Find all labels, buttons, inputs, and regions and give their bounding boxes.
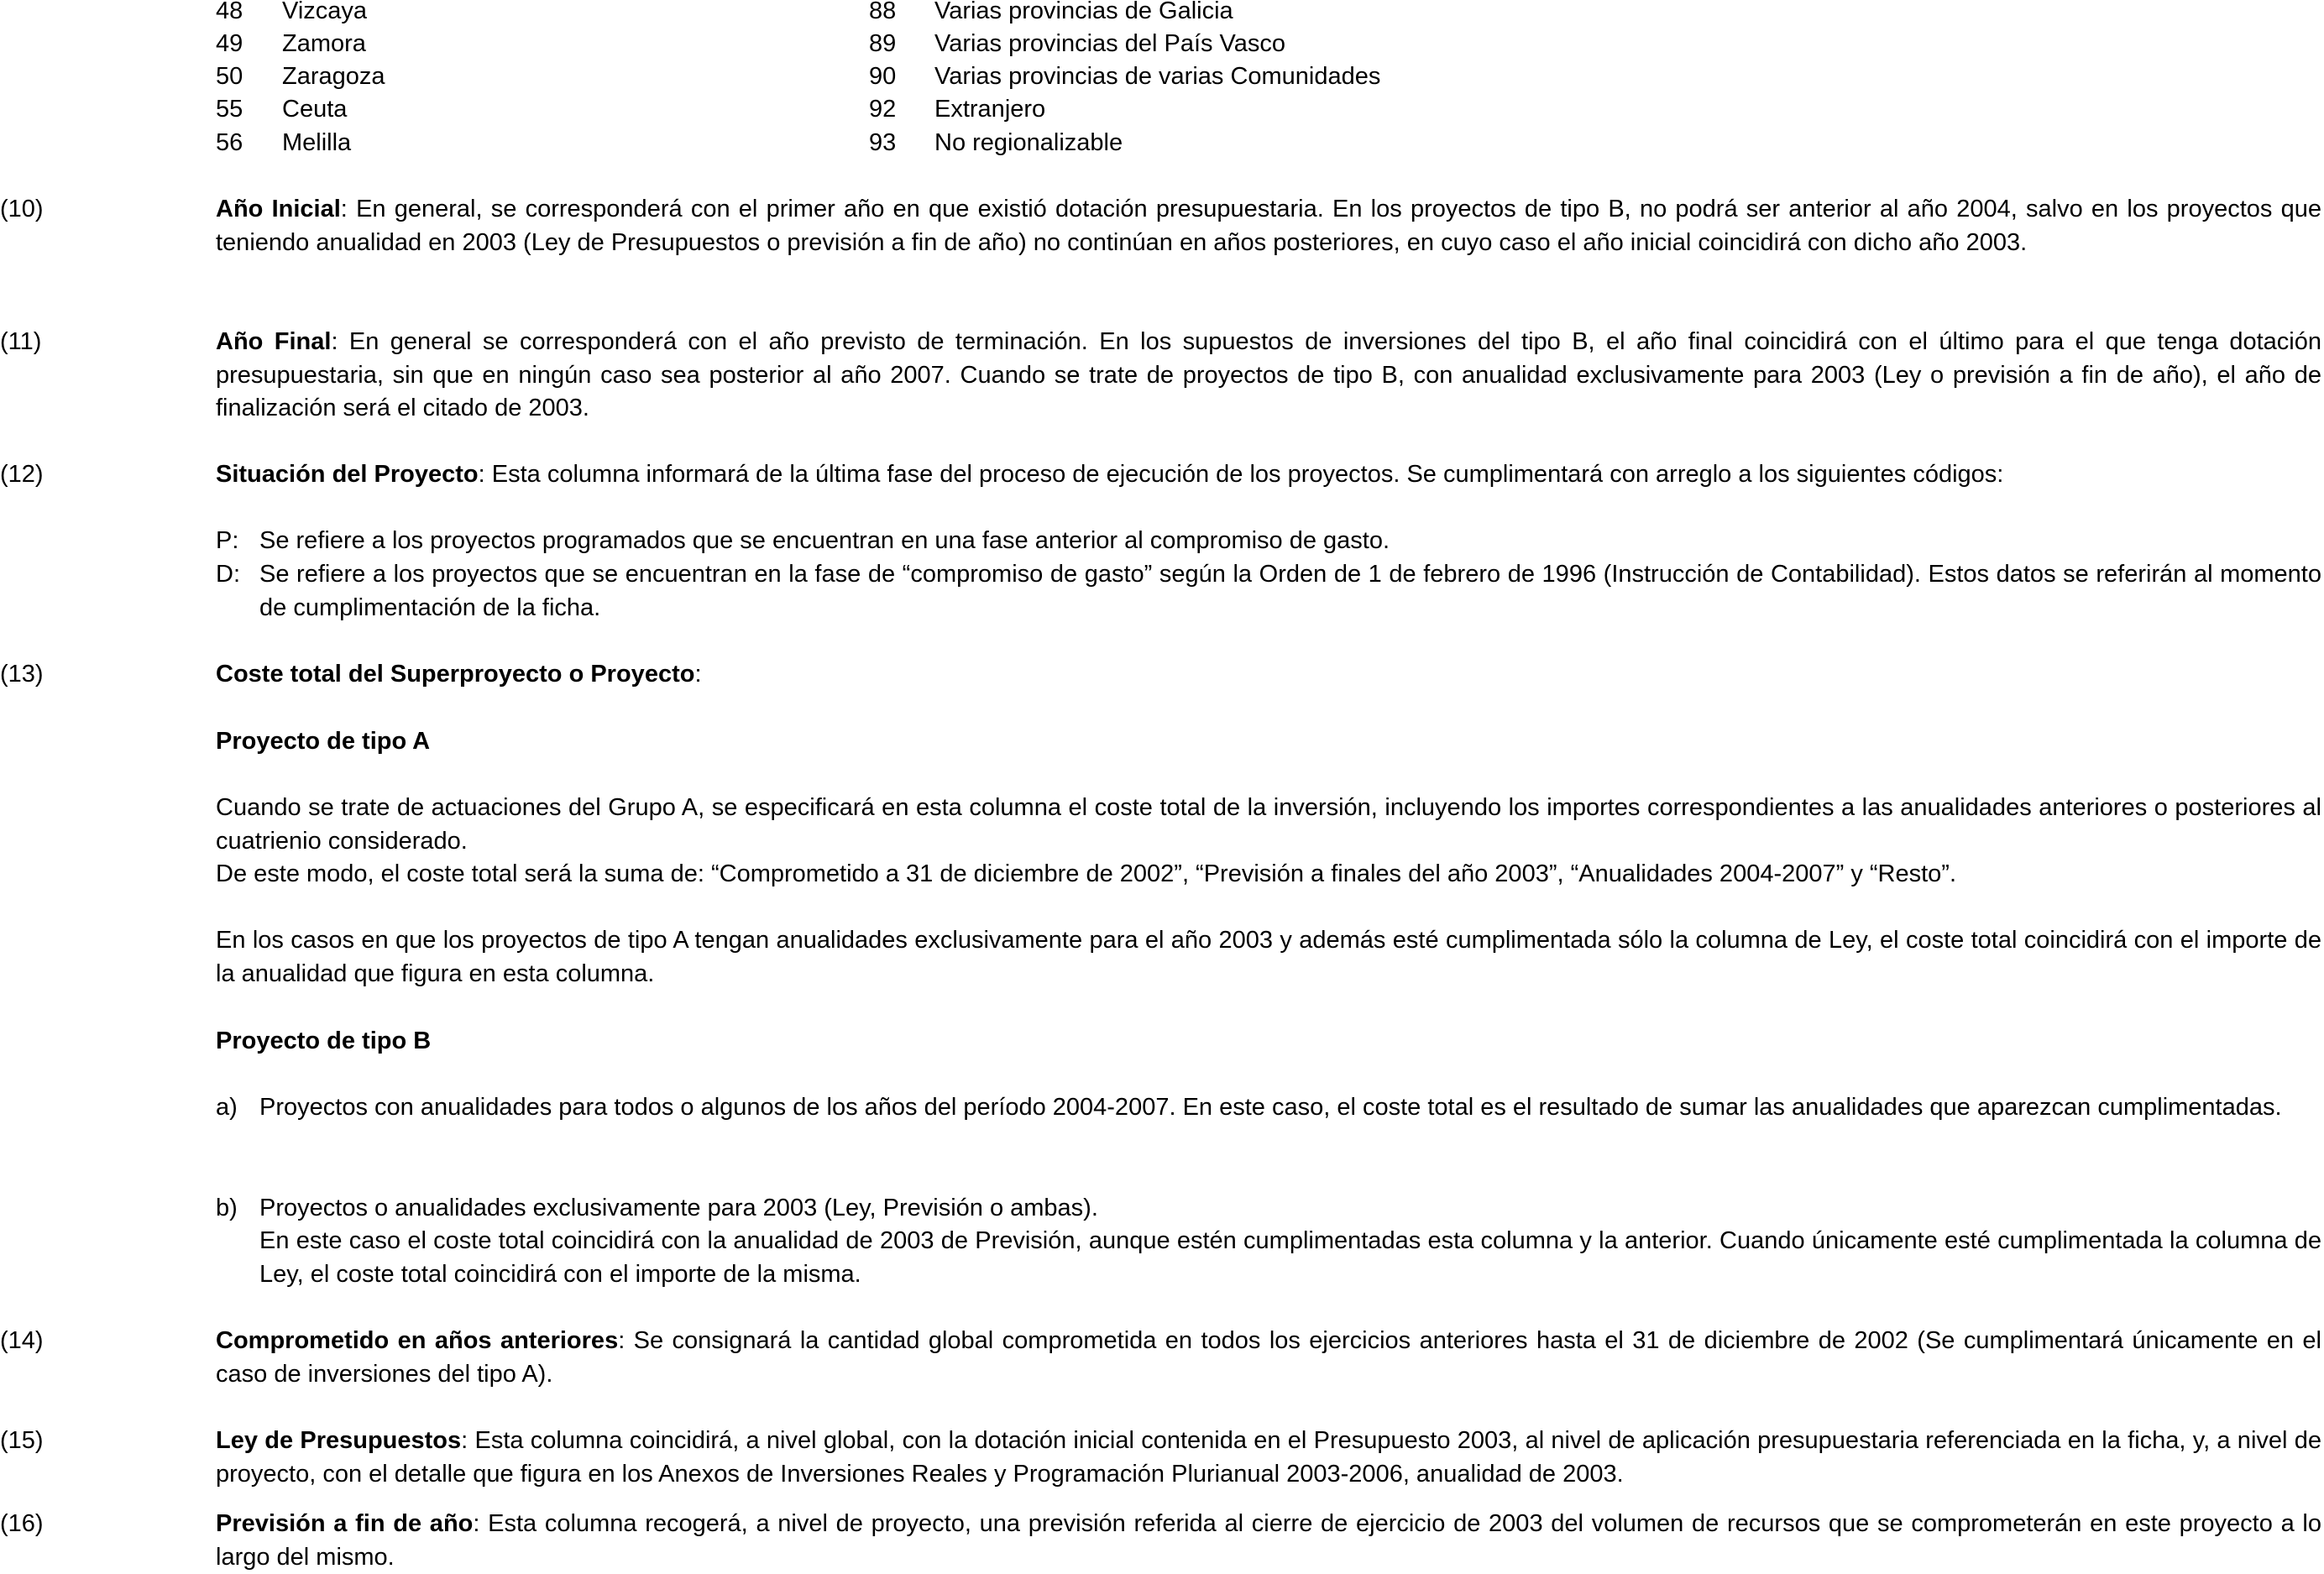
note-text: : Esta columna recogerá, a nivel de proyecto, una previsión referida al cierre de ejercicio de 2003 del volumen de recursos que se comprometerán en este proyecto a lo largo del mismo. [216, 1510, 2321, 1571]
note-paragraph [216, 326, 2321, 426]
code-name: Varias provincias de varias Comunidades [934, 63, 1381, 90]
code-name: Varias provincias de Galicia [934, 0, 1233, 24]
note-marker: (11) [0, 328, 42, 355]
item-label: a) [216, 1094, 238, 1121]
tipo-a-paragraph-2 [216, 858, 2321, 892]
note-marker: (16) [0, 1510, 44, 1537]
note-text: : [694, 661, 702, 688]
code-label: P: [216, 527, 239, 554]
paragraph-text: En los casos en que los proyectos de tipo A tengan anualidades exclusivamente para el año 2003 y además esté cumplimentada sólo la columna de Ley, el coste total coincidirá con el importe de la anualidad que figura en esta columna. [216, 927, 2321, 987]
note-marker: (13) [0, 661, 44, 688]
item-text: Proyectos con anualidades para todos o algunos de los años del período 2004-2007. En este caso, el coste total es el resultado de sumar las anualidades que aparezcan cumplimentadas. [259, 1094, 2282, 1121]
code-name: Melilla [282, 129, 352, 156]
code-row [216, 60, 1475, 94]
note-term: Comprometido en años anteriores [216, 1327, 619, 1354]
code-row [216, 0, 1475, 29]
code-name: Ceuta [282, 96, 348, 123]
note-term: Coste total del Superproyecto o Proyecto [216, 661, 695, 688]
code-description: Se refiere a los proyectos programados que se encuentran en una fase anterior al compromiso de gasto. [259, 527, 1390, 554]
code-number: 93 [869, 129, 897, 156]
code-name: Vizcaya [282, 0, 368, 24]
code-number: 49 [216, 30, 243, 57]
item-label: b) [216, 1195, 238, 1221]
note-paragraph [216, 658, 2321, 692]
note-term: Año Final [216, 328, 332, 355]
code-number: 88 [869, 0, 897, 24]
note-text: : Esta columna informará de la última fase del proceso de ejecución de los proyectos. Se cumplimentará con arreglo a los siguientes códigos: [478, 461, 2004, 488]
note-term: Previsión a fin de año [216, 1510, 474, 1537]
note-paragraph [216, 1508, 2321, 1574]
code-number: 48 [216, 0, 243, 24]
note-text: : Se consignará la cantidad global comprometida en todos los ejercicios anteriores hasta el 31 de diciembre de 2002 (Se cumplimentará únicamente en el caso de inversiones del tipo A). [216, 1327, 2321, 1388]
code-description: Se refiere a los proyectos que se encuentran en la fase de “compromiso de gasto” según la Orden de 1 de febrero de 1996 (Instrucción de Contabilidad). Estos datos se referirán al momento de cumplimentación de la ficha. [259, 561, 2321, 621]
note-marker: (10) [0, 196, 44, 222]
paragraph-text: De este modo, el coste total será la suma de: “Comprometido a 31 de diciembre de 2002”, “Previsión a finales del año 2003”, “Anualidades 2004-2007” y “Resto”. [216, 860, 1957, 887]
item-text: Proyectos o anualidades exclusivamente para 2003 (Ley, Previsión o ambas). [259, 1195, 1098, 1221]
tipo-a-heading: Proyecto de tipo A [216, 728, 431, 755]
code-name: Zamora [282, 30, 366, 57]
note-term: Ley de Presupuestos [216, 1427, 462, 1454]
code-number: 90 [869, 63, 897, 90]
code-name: No regionalizable [934, 129, 1123, 156]
note-marker: (12) [0, 461, 44, 488]
note-paragraph [216, 1425, 2321, 1491]
code-label: D: [216, 561, 240, 588]
code-name: Extranjero [934, 96, 1046, 123]
note-paragraph [216, 458, 2321, 492]
code-row [216, 93, 1475, 127]
note-text: : En general se corresponderá con el año previsto de terminación. En los supuestos de inversiones del tipo B, el año final coincidirá con el último para el que tenga dotación presupuestaria, sin que en ningún caso sea posterior al año 2007. Cuando se trate de proyectos de tipo B, con anualidad exclusivamente para 2003 (Ley o previsión a fin de año), el año de finalización será el citado de 2003. [216, 328, 2321, 421]
note-paragraph [216, 193, 2321, 259]
code-number: 89 [869, 30, 897, 57]
code-number: 56 [216, 129, 243, 156]
code-name: Zaragoza [282, 63, 385, 90]
note-marker: (14) [0, 1327, 44, 1354]
tipo-a-paragraph-3 [216, 924, 2321, 991]
tipo-b-heading: Proyecto de tipo B [216, 1028, 432, 1054]
code-number: 92 [869, 96, 897, 123]
tipo-a-paragraph-1 [216, 792, 2321, 858]
note-marker: (15) [0, 1427, 44, 1454]
note-term: Año Inicial [216, 196, 341, 222]
item-text: En este caso el coste total coincidirá con la anualidad de 2003 de Previsión, aunque estén cumplimentadas esta columna y la anterior. Cuando únicamente esté cumplimentada la columna de Ley, el coste total coincidirá con el importe de la misma. [259, 1227, 2321, 1288]
note-text: : Esta columna coincidirá, a nivel global, con la dotación inicial contenida en el Presupuesto 2003, al nivel de aplicación presupuestaria referenciada en la ficha, y, a nivel de proyecto, con el detalle que figura en los Anexos de Inversiones Reales y Programación Plurianual 2003-2006, anualidad de 2003. [216, 1427, 2321, 1488]
note-text: : En general, se corresponderá con el primer año en que existió dotación presupuestaria. En los proyectos de tipo B, no podrá ser anterior al año 2004, salvo en los proyectos que teniendo anualidad en 2003 (Ley de Presupuestos o previsión a fin de año) no continúan en años posteriores, en cuyo caso el año inicial coincidirá con dicho año 2003. [216, 196, 2321, 256]
code-number: 55 [216, 96, 243, 123]
code-row [216, 28, 1475, 61]
code-row [216, 127, 1475, 160]
code-name: Varias provincias del País Vasco [934, 30, 1286, 57]
code-number: 50 [216, 63, 243, 90]
note-paragraph [216, 1325, 2321, 1391]
paragraph-text: Cuando se trate de actuaciones del Grupo A, se especificará en esta columna el coste total de la inversión, incluyendo los importes correspondientes a las anualidades anteriores o posteriores al cuatrienio considerado. [216, 794, 2321, 855]
note-term: Situación del Proyecto [216, 461, 479, 488]
